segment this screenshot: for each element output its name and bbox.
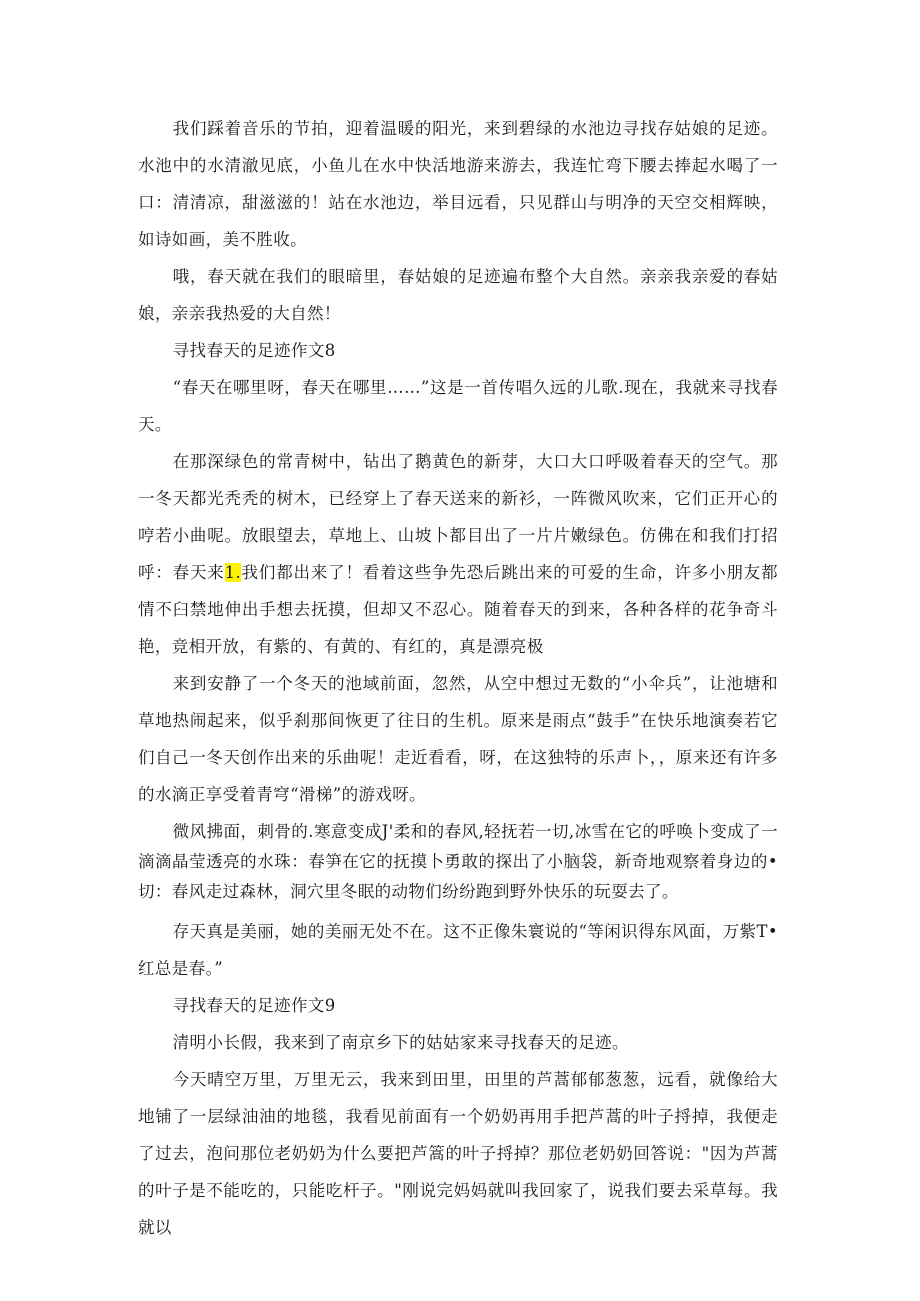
paragraph: 哦，春天就在我们的眼暗里，春姑娘的足迹遍布整个大自然。亲亲我亲爱的春姑娘，亲亲我热爱的大自然！ <box>138 267 778 323</box>
section-heading-essay-8: 寻找春天的足迹作文8 <box>172 341 336 360</box>
paragraph: 存天真是美丽，她的美丽无处不在。这不正像朱寰说的“等闲识得东风面，万紫T•红总是春。” <box>138 922 778 978</box>
paragraph-text: 我们都出来了！看着这些争先恐后跳出来的可爱的生命，许多小朋友都情不臼禁地伸出手想去抚摸，但却又不忍心。随着春天的到来，各种各样的花争奇斗艳，竞相开放，有紫的、有黄的、有红的，真是漂亮极 <box>138 563 778 656</box>
paragraph-text: 在那深绿色的常青树中，钻出了鹅黄色的新芽，大口大口呼吸着春天的空气。那一冬天都光秃秃的树木，已经穿上了春天送来的新衫，一阵微风吹来，它们正开心的哼若小曲呢。放眼望去，草地上、山坡卜都目出了一片片嫩绿色。仿佛在和我们打招呼：春天来 <box>138 452 778 582</box>
paragraph: 来到安静了一个冬天的池域前面，忽然，从空中想过无数的“小伞兵”，让池塘和草地热闹起来，似乎刹那间恢更了往日的生机。原来是雨点“鼓手”在快乐地演奏若它们自己一冬天创作出来的乐曲呢！走近看看，呀，在这独特的乐声卜，，原来还有许多的水滴正享受着青穹“滑梯”的游戏呀。 <box>138 674 778 804</box>
paragraph: 今天晴空万里，万里无云，我来到田里，田里的芦蒿郁郁葱葱，远看，就像给大地铺了一层绿油油的地毯，我看见前面有一个奶奶再用手把芦蒿的叶子捋掉，我便走了过去，泡问那位老奶奶为什么要把芦篙的叶子捋掉？那位老奶奶回答说："因为芦蒿的叶子是不能吃的，只能吃杆子。"刚说完妈妈就叫我回家了，说我们要去采草每。我就以 <box>138 1070 778 1237</box>
paragraph: 微风拂面，刺骨的.寒意变成J'柔和的春风,轻抚若一切,冰雪在它的呼唤卜变成了一滴滴晶莹透亮的水珠：春笋在它的抚摸卜勇敢的探出了小脑袋，新奇地观察着身边的•切：春风走过森林，洞穴里冬眠的动物们纷纷跑到野外快乐的玩耍去了。 <box>138 822 778 901</box>
paragraph: 我们踩着音乐的节拍，迎着温暖的阳光，来到碧绿的水池边寻找存姑娘的足迹。水池中的水清澈见底，小鱼儿在水中快活地游来游去，我连忙弯下腰去捧起水喝了一口：清清凉，甜滋滋的！站在水池边，举目远看，只见群山与明净的天空交相辉映，如诗如画，美不胜收。 <box>138 119 778 249</box>
paragraph: 清明小长假，我来到了南京乡下的姑姑家来寻找春天的足迹。 <box>172 1033 629 1052</box>
highlighted-text: 1. <box>224 563 242 582</box>
paragraph-with-highlight <box>138 443 778 665</box>
section-heading-essay-9: 寻找春天的足迹作文9 <box>172 996 336 1015</box>
document-body <box>138 110 778 1246</box>
paragraph: “春天在哪里呀，春天在哪里……”这是一首传唱久远的儿歌.现在，我就来寻找春天。 <box>138 378 778 434</box>
